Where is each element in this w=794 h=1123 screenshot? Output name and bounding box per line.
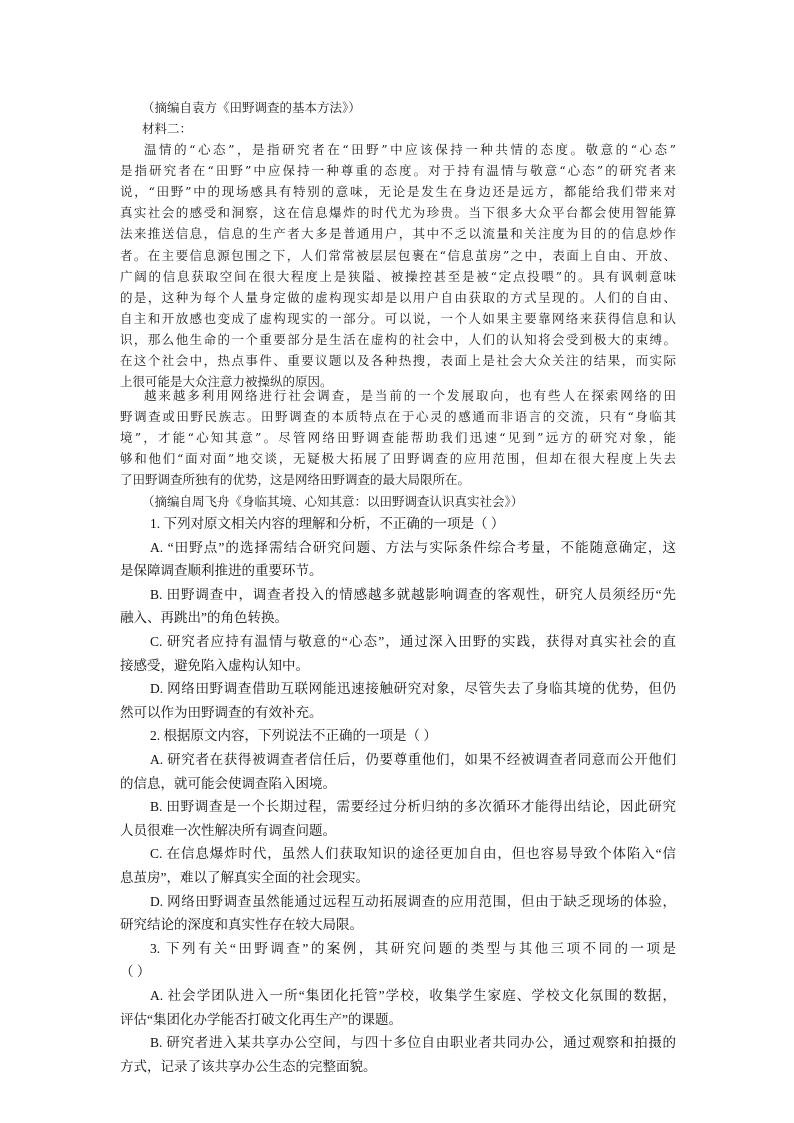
question-option-line: B. 田野调查是一个长期过程，需要经过分析归纳的多次循环才能得出结论，因此研究 [150,799,676,815]
text-line: 自主和开放感也变成了虚构现实的一部分。可以说，一个人如果主要靠网络来获得信息和认 [120,310,676,326]
question-option-line: 是保障调查顺利推进的重要环节。 [120,563,323,579]
text-line: 野调查或田野民族志。田野调查的本质特点在于心灵的感通而非语言的交流，只有“身临其 [120,409,676,425]
source-citation-1: （摘编自袁方《田野调查的基本方法》） [142,100,361,115]
text-line: 够和他们“面对面”地交谈，无疑极大拓展了田野调查的应用范围，但却在很大程度上失去 [120,451,676,467]
question-option-line: A. “田野点”的选择需结合研究问题、方法与实际条件综合考量，不能随意确定，这 [150,539,676,555]
material-heading: 材料二： [142,121,193,136]
text-line: 广阔的信息获取空间在很大程度上是狭隘、被操控甚至是被“定点投喂”的。具有讽刺意味 [120,268,676,284]
text-line: 境”，才能“心知其意”。尽管网络田野调查能帮助我们迅速“见到”远方的研究对象，能 [120,430,676,446]
question-option-line: 融入、再跳出”的角色转换。 [120,610,288,626]
text-line: 越来越多利用网络进行社会调查，是当前的一个发展取向，也有些人在探索网络的田 [144,388,676,403]
question-option-line: B. 田野调查中，调查者投入的情感越多就越影响调查的客观性，研究人员须经历“先 [150,586,676,602]
question-option-line: C. 在信息爆炸时代，虽然人们获取知识的途径更加自由，但也容易导致个体陷入“信 [150,846,676,862]
question-option-line: A. 社会学团队进入一所“集团化托管”学校，收集学生家庭、学校文化氛围的数据， [150,988,676,1003]
text-line: 上很可能是大众注意力被操纵的原因。 [120,374,333,390]
text-line: 的是，这种为每个人量身定做的虚构现实却是以用户自由获取的方式呈现的。人们的自由、 [120,289,676,305]
question-stem: 3. 下列有关“田野调查”的案例，其研究问题的类型与其他三项不同的一项是 [150,940,676,956]
question-option-line: 然可以作为田野调查的有效补充。 [120,704,323,720]
text-line: 法来推送信息，信息的生产者大多是普通用户，其中不乏以流量和关注度为目的的信息炒作 [120,226,676,242]
question-option-line: 研究结论的深度和真实性存在较大局限。 [120,917,363,933]
question-option-line: 息茧房”，难以了解真实全面的社会现实。 [120,870,369,885]
question-option-line: 的信息，就可能会使调查陷入困境。 [120,775,336,791]
text-line: 者。在主要信息源包围之下，人们常常被层层包裹在“信息茧房”之中，表面上自由、开放、 [120,247,676,263]
question-option-line: 人员很难一次性解决所有调查问题。 [120,822,336,838]
question-option-line: A. 研究者在获得被调查者信任后，仍要尊重他们，如果不经被调查者同意而公开他们 [150,752,676,767]
source-citation-2: （摘编自周飞舟《身临其境、心知其意：以田野调查认识真实社会》） [142,494,524,509]
question-stem: 1. 下列对原文相关内容的理解和分析，不正确的一项是（ ） [150,516,505,531]
question-option-line: 接感受，避免陷入虚构认知中。 [120,657,309,673]
question-option-line: C. 研究者应持有温情与敬意的“心态”，通过深入田野的实践，获得对真实社会的直 [150,634,676,649]
text-line: 说，“田野”中的现场感具有特别的意味，无论是发生在身边还是远方，都能给我们带来对 [120,184,676,200]
question-option-line: B. 研究者进入某共享办公空间，与四十多位自由职业者共同办公，通过观察和拍摄的 [150,1035,676,1051]
question-option-line: D. 网络田野调查借助互联网能迅速接触研究对象，尽管失去了身临其境的优势，但仍 [150,681,676,697]
question-option-line: 评估“集团化办学能否打破文化再生产”的课题。 [120,1011,402,1027]
question-stem: 2. 根据原文内容，下列说法不正确的一项是（ ） [150,728,437,744]
question-option-line: 方式，记录了该共享办公生态的完整面貌。 [120,1058,377,1074]
text-line: 温情的“心态”，是指研究者在“田野”中应该保持一种共情的态度。敬意的“心态” [144,142,676,157]
text-line: 是指研究者在“田野”中应保持一种尊重的态度。对于持有温情与敬意“心态”的研究者来 [120,163,676,179]
question-option-line: （ ） [120,964,151,980]
text-line: 了田野调查所独有的优势，这是网络田野调查的最大局限所在。 [120,472,471,488]
question-option-line: D. 网络田野调查虽然能通过远程互动拓展调查的应用范围，但由于缺乏现场的体验， [150,893,676,909]
text-line: 识，那么他生命的一个重要部分是生活在虚构的社会中，人们的认知将会受到极大的束缚。 [120,331,676,347]
text-line: 真实社会的感受和洞察，这在信息爆炸的时代尤为珍贵。当下很多大众平台都会使用智能算 [120,205,676,221]
text-line: 在这个社会中，热点事件、重要议题以及各种热搜，表面上是社会大众关注的结果，而实际 [120,353,676,368]
